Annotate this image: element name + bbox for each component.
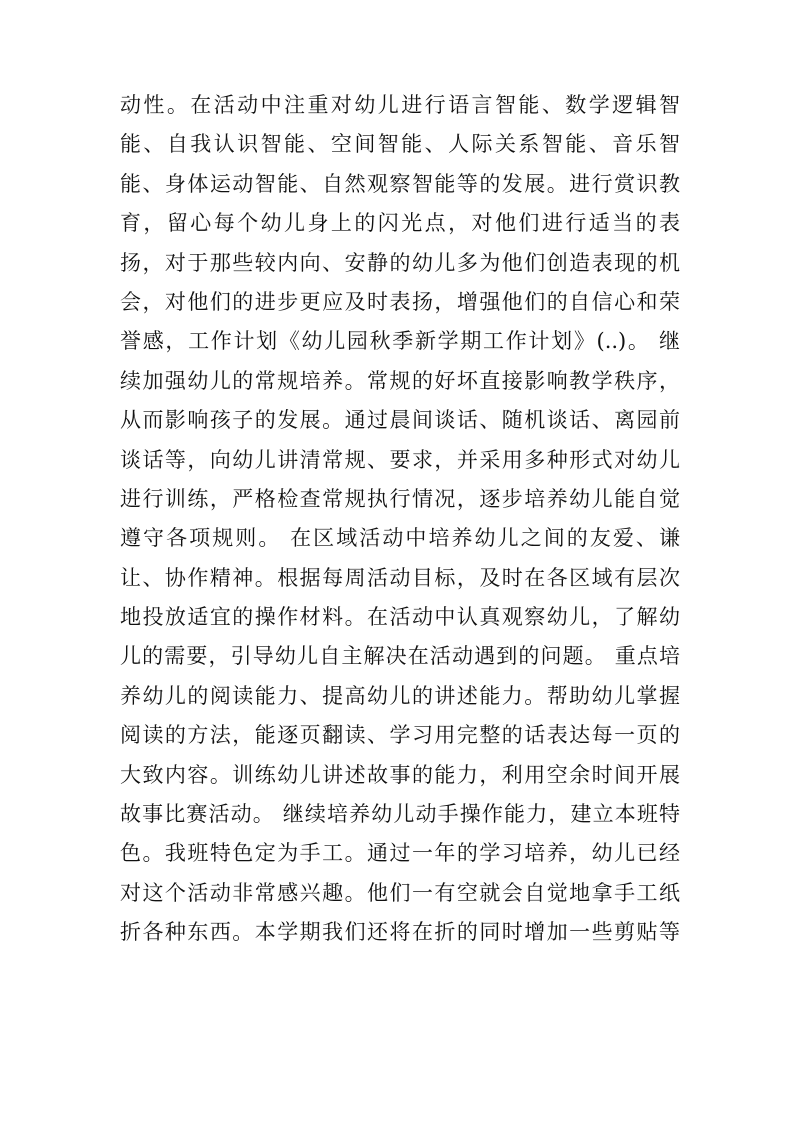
text-line: 从而影响孩子的发展。通过晨间谈话、随机谈话、离园前 — [120, 408, 680, 433]
body-text — [120, 86, 680, 953]
text-line: 扬，对于那些较内向、安静的幼儿多为他们创造表现的机 — [120, 250, 680, 275]
text-line: 育，留心每个幼儿身上的闪光点，对他们进行适当的表 — [120, 211, 680, 236]
text-line: 故事比赛活动。 继续培养幼儿动手操作能力，建立本班特 — [120, 802, 680, 827]
text-line: 进行训练，严格检查常规执行情况，逐步培养幼儿能自觉 — [120, 486, 680, 511]
text-line: 儿的需要，引导幼儿自主解决在活动遇到的问题。 重点培 — [120, 644, 680, 669]
text-line: 能、自我认识智能、空间智能、人际关系智能、音乐智 — [120, 132, 680, 157]
text-line: 养幼儿的阅读能力、提高幼儿的讲述能力。帮助幼儿掌握 — [120, 683, 680, 708]
text-line: 续加强幼儿的常规培养。常规的好坏直接影响教学秩序， — [120, 368, 680, 393]
text-line: 让、协作精神。根据每周活动目标，及时在各区域有层次 — [120, 565, 680, 590]
text-line: 遵守各项规则。 在区域活动中培养幼儿之间的友爱、谦 — [120, 526, 680, 551]
text-line: 誉感，工作计划《幼儿园秋季新学期工作计划》(..)。 继 — [120, 329, 680, 354]
text-line: 阅读的方法，能逐页翻读、学习用完整的话表达每一页的 — [120, 723, 680, 748]
text-line: 会，对他们的进步更应及时表扬，增强他们的自信心和荣 — [120, 289, 680, 314]
text-line: 谈话等，向幼儿讲清常规、要求，并采用多种形式对幼儿 — [120, 447, 680, 472]
text-line: 能、身体运动智能、自然观察智能等的发展。进行赏识教 — [120, 171, 680, 196]
text-line: 折各种东西。本学期我们还将在折的同时增加一些剪贴等 — [120, 920, 680, 945]
text-line: 动性。在活动中注重对幼儿进行语言智能、数学逻辑智 — [120, 93, 680, 117]
text-line: 色。我班特色定为手工。通过一年的学习培养，幼儿已经 — [120, 841, 680, 866]
text-line: 地投放适宜的操作材料。在活动中认真观察幼儿，了解幼 — [120, 605, 680, 630]
text-line: 对这个活动非常感兴趣。他们一有空就会自觉地拿手工纸 — [120, 880, 680, 905]
text-line: 大致内容。训练幼儿讲述故事的能力，利用空余时间开展 — [120, 762, 680, 787]
